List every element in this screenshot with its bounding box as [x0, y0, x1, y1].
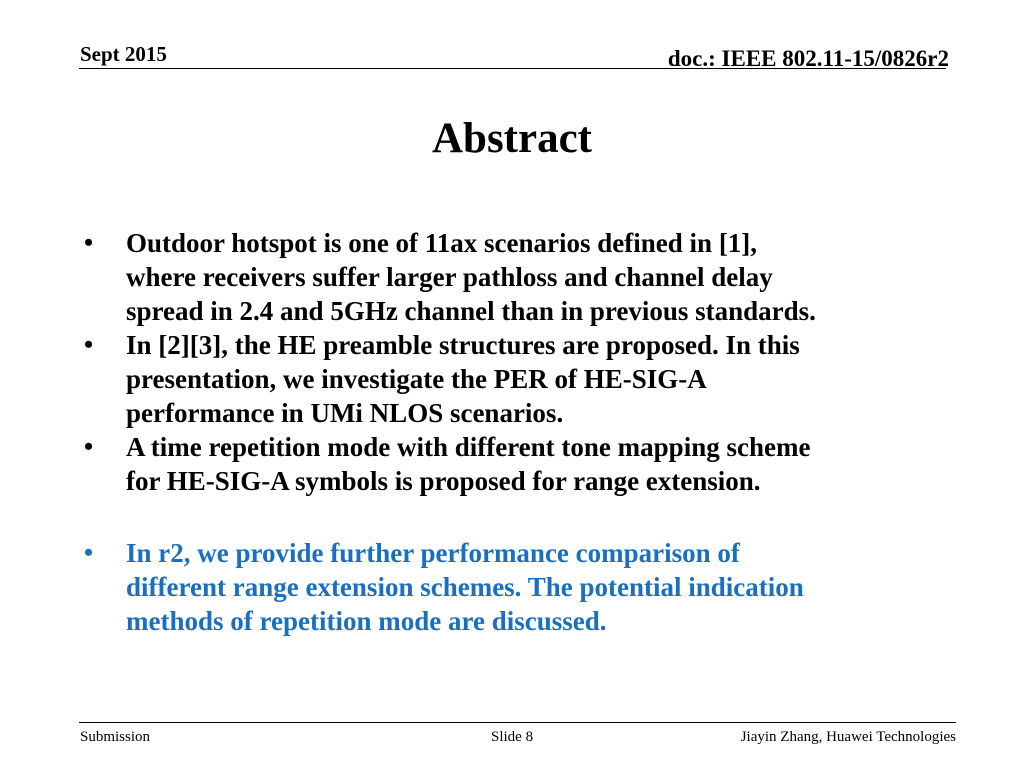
- header-doc-id: doc.: IEEE 802.11-15/0826r2: [667, 46, 949, 71]
- bullet-item: [80, 226, 960, 328]
- bullet-item: [80, 430, 960, 498]
- bullet-line: performance in UMi NLOS scenarios.: [126, 398, 564, 428]
- bullet-line: where receivers suffer larger pathloss and channel delay: [126, 262, 773, 292]
- header-date: Sept 2015: [80, 42, 167, 66]
- bullet-line: A time repetition mode with different tone mapping scheme: [126, 432, 811, 462]
- footer-submission: Submission: [80, 729, 151, 745]
- bullet-marker: •: [84, 228, 94, 257]
- bullet-line: methods of repetition mode are discussed.: [126, 606, 607, 636]
- bullet-marker: •: [84, 330, 94, 359]
- header-divider: [79, 68, 946, 69]
- bullet-line: In [2][3], the HE preamble structures are proposed. In this: [126, 330, 800, 360]
- bullet-item-highlight: [80, 536, 960, 638]
- bullet-marker: •: [84, 538, 94, 567]
- footer-divider: [79, 722, 956, 723]
- bullet-line: different range extension schemes. The potential indication: [126, 572, 804, 602]
- bullet-line: presentation, we investigate the PER of HE-SIG-A: [126, 364, 707, 394]
- slide-title: Abstract: [431, 115, 592, 162]
- bullet-line: for HE-SIG-A symbols is proposed for range extension.: [126, 466, 761, 496]
- footer-slide-number: Slide 8: [491, 729, 534, 745]
- bullet-list: [80, 226, 960, 638]
- bullet-marker: •: [84, 432, 94, 461]
- bullet-item: [80, 328, 960, 430]
- footer-author: Jiayin Zhang, Huawei Technologies: [740, 729, 956, 745]
- bullet-line: spread in 2.4 and 5GHz channel than in previous standards.: [126, 296, 816, 326]
- bullet-line: In r2, we provide further performance comparison of: [126, 538, 740, 568]
- bullet-line: Outdoor hotspot is one of 11ax scenarios defined in [1],: [126, 228, 758, 258]
